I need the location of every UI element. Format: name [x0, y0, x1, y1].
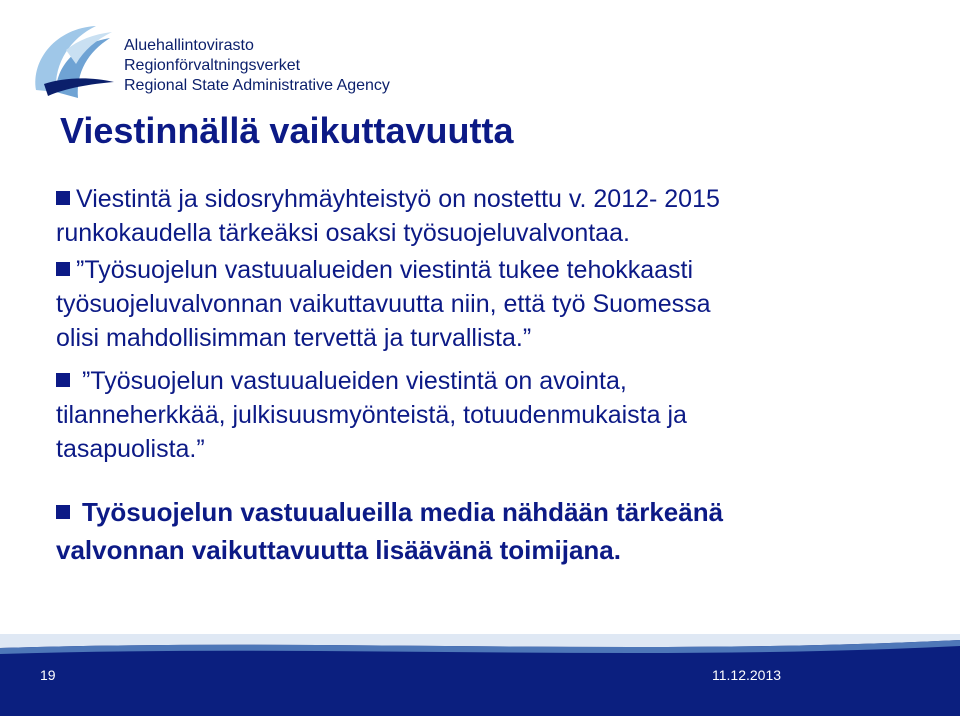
bullet-paragraph-4	[56, 493, 926, 569]
paragraph-4-line-2: valvonnan vaikuttavuutta lisäävänä toimijana.	[56, 535, 621, 565]
bullet-paragraph-1	[56, 182, 926, 250]
paragraph-3-line-3: tasapuolista.”	[56, 435, 205, 463]
paragraph-2-line-2: työsuojeluvalvonnan vaikuttavuutta niin, että työ Suomessa	[56, 290, 711, 318]
paragraph-4-line-1: Työsuojelun vastuualueilla media nähdään tärkeänä	[82, 497, 724, 527]
paragraph-3-line-2: tilanneherkkää, julkisuusmyönteistä, totuudenmukaista ja	[56, 401, 687, 429]
agency-logo-icon	[26, 20, 118, 102]
paragraph-2-line-1: ”Työsuojelun vastuualueiden viestintä tukee tehokkaasti	[76, 256, 694, 284]
footer-bar	[0, 634, 960, 716]
slide-number: 19	[40, 667, 56, 683]
paragraph-1-line-1: Viestintä ja sidosryhmäyhteistyö on nostettu v. 2012- 2015	[76, 185, 720, 213]
slide-title: Viestinnällä vaikuttavuutta	[60, 110, 514, 151]
org-name-swedish: Regionförvaltningsverket	[124, 57, 301, 74]
bullet-paragraph-2	[56, 253, 926, 355]
slide-date: 11.12.2013	[712, 667, 782, 683]
square-bullet-icon	[56, 373, 70, 387]
square-bullet-icon	[56, 505, 70, 519]
paragraph-3-line-1: ”Työsuojelun vastuualueiden viestintä on avointa,	[82, 367, 627, 395]
org-name-finnish: Aluehallintovirasto	[124, 37, 254, 54]
paragraph-2-line-3: olisi mahdollisimman tervettä ja turvallista.”	[56, 324, 532, 352]
square-bullet-icon	[56, 262, 70, 276]
paragraph-1-line-2: runkokaudella tärkeäksi osaksi työsuojeluvalvontaa.	[56, 219, 630, 247]
organization-names	[124, 36, 390, 96]
footer-decoration	[0, 634, 960, 716]
square-bullet-icon	[56, 191, 70, 205]
org-name-english: Regional State Administrative Agency	[124, 77, 390, 94]
slide-body	[56, 182, 926, 569]
bullet-paragraph-3	[56, 364, 926, 466]
